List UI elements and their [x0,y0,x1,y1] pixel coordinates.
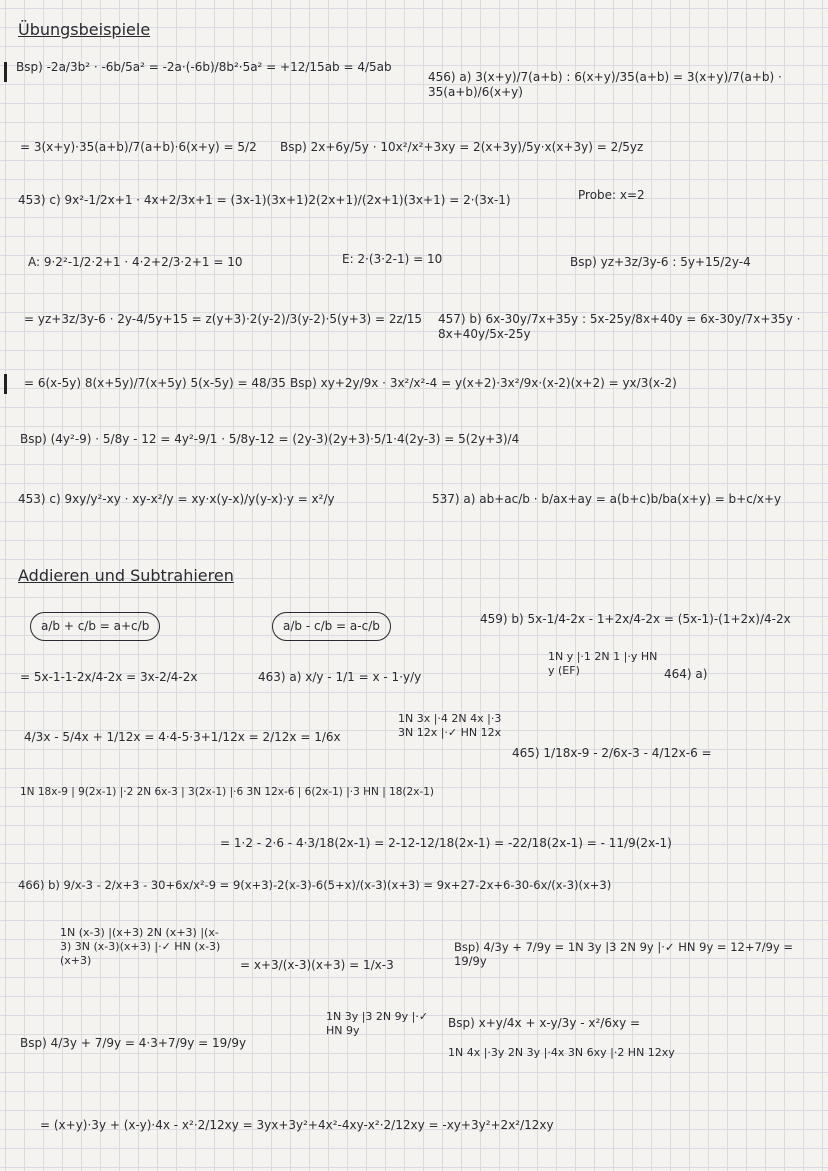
line: E: 2·(3·2-1) = 10 [342,252,443,266]
line: 453) c) 9xy/y²-xy · xy-x²/y = xy·x(y-x)/y(y-x)·y = x²/y [18,492,335,506]
line: Bsp) -2a/3b² · -6b/5a² = -2a·(-6b)/8b²·5a² = +12/15ab = 4/5ab [16,60,392,74]
line: 463) a) x/y - 1/1 = x - 1·y/y [258,670,422,684]
margin-mark [4,374,7,394]
line: Bsp) 4/3y + 7/9y = 1N 3y |3 2N 9y |·✓ HN 9y = 12+7/9y = 19/9y [454,940,794,969]
line: 1N y |·1 2N 1 |·y HN y (EF) [548,650,658,677]
line: = 5x-1-1-2x/4-2x = 3x-2/4-2x [20,670,198,684]
line: 4/3x - 5/4x + 1/12x = 4·4-5·3+1/12x = 2/12x = 1/6x [24,730,341,744]
line: Probe: x=2 [578,188,645,202]
rule-subtract: a/b - c/b = a-c/b [272,612,391,641]
line: 537) a) ab+ac/b · b/ax+ay = a(b+c)b/ba(x+y) = b+c/x+y [432,492,782,506]
line: = 6(x-5y) 8(x+5y)/7(x+5y) 5(x-5y) = 48/35 [24,376,286,390]
line: 466) b) 9/x-3 - 2/x+3 - 30+6x/x²-9 = 9(x+3)-2(x-3)-6(5+x)/(x-3)(x+3) = 9x+27-2x+6-30-6x/(x-3)(x+3) [18,878,612,892]
line: 457) b) 6x-30y/7x+35y : 5x-25y/8x+40y = 6x-30y/7x+35y · 8x+40y/5x-25y [438,312,801,341]
line: = 3(x+y)·35(a+b)/7(a+b)·6(x+y) = 5/2 [20,140,257,154]
heading-uebungsbeispiele: Übungsbeispiele [18,20,151,39]
line: 1N (x-3) |(x+3) 2N (x+3) |(x-3) 3N (x-3)(x+3) |·✓ HN (x-3)(x+3) [60,926,221,967]
line: 456) a) 3(x+y)/7(a+b) : 6(x+y)/35(a+b) = 3(x+y)/7(a+b) · 35(a+b)/6(x+y) [428,70,782,99]
line: = (x+y)·3y + (x-y)·4x - x²·2/12xy = 3yx+3y²+4x²-4xy-x²·2/12xy = -xy+3y²+2x²/12xy [40,1118,554,1132]
heading-addieren-subtrahieren: Addieren und Subtrahieren [18,566,234,585]
line: 459) b) 5x-1/4-2x - 1+2x/4-2x = (5x-1)-(1+2x)/4-2x [480,612,791,626]
line: Bsp) x+y/4x + x-y/3y - x²/6xy = [448,1016,641,1030]
line: 1N 3y |3 2N 9y |·✓ HN 9y [326,1010,429,1037]
line: 453) c) 9x²-1/2x+1 · 4x+2/3x+1 = (3x-1)(3x+1)2(2x+1)/(2x+1)(3x+1) = 2·(3x-1) [18,193,511,207]
line: = 1·2 - 2·6 - 4·3/18(2x-1) = 2-12-12/18(2x-1) = -22/18(2x-1) = - 11/9(2x-1) [220,836,672,850]
line: Bsp) xy+2y/9x · 3x²/x²-4 = y(x+2)·3x²/9x·(x-2)(x+2) = yx/3(x-2) [290,376,677,390]
line: 1N 18x-9 | 9(2x-1) |·2 2N 6x-3 | 3(2x-1) |·6 3N 12x-6 | 6(2x-1) |·3 HN | 18(2x-1) [20,786,434,798]
line: Bsp) 4/3y + 7/9y = 4·3+7/9y = 19/9y [20,1036,247,1050]
line: A: 9·2²-1/2·2+1 · 4·2+2/3·2+1 = 10 [28,255,243,269]
line: Bsp) yz+3z/3y-6 : 5y+15/2y-4 [570,255,751,269]
line: = x+3/(x-3)(x+3) = 1/x-3 [240,958,394,972]
line: Bsp) (4y²-9) · 5/8y - 12 = 4y²-9/1 · 5/8y-12 = (2y-3)(2y+3)·5/1·4(2y-3) = 5(2y+3)/4 [20,432,520,446]
margin-mark [4,62,7,82]
line: 1N 4x |·3y 2N 3y |·4x 3N 6xy |·2 HN 12xy [448,1046,675,1059]
line: = yz+3z/3y-6 · 2y-4/5y+15 = z(y+3)·2(y-2)/3(y-2)·5(y+3) = 2z/15 [24,312,423,326]
line: 1N 3x |·4 2N 4x |·3 3N 12x |·✓ HN 12x [398,712,502,739]
line: 464) a) [664,667,708,681]
rule-add: a/b + c/b = a+c/b [30,612,160,641]
line: 465) 1/18x-9 - 2/6x-3 - 4/12x-6 = [512,746,712,760]
line: Bsp) 2x+6y/5y · 10x²/x²+3xy = 2(x+3y)/5y·x(x+3y) = 2/5yz [280,140,644,154]
